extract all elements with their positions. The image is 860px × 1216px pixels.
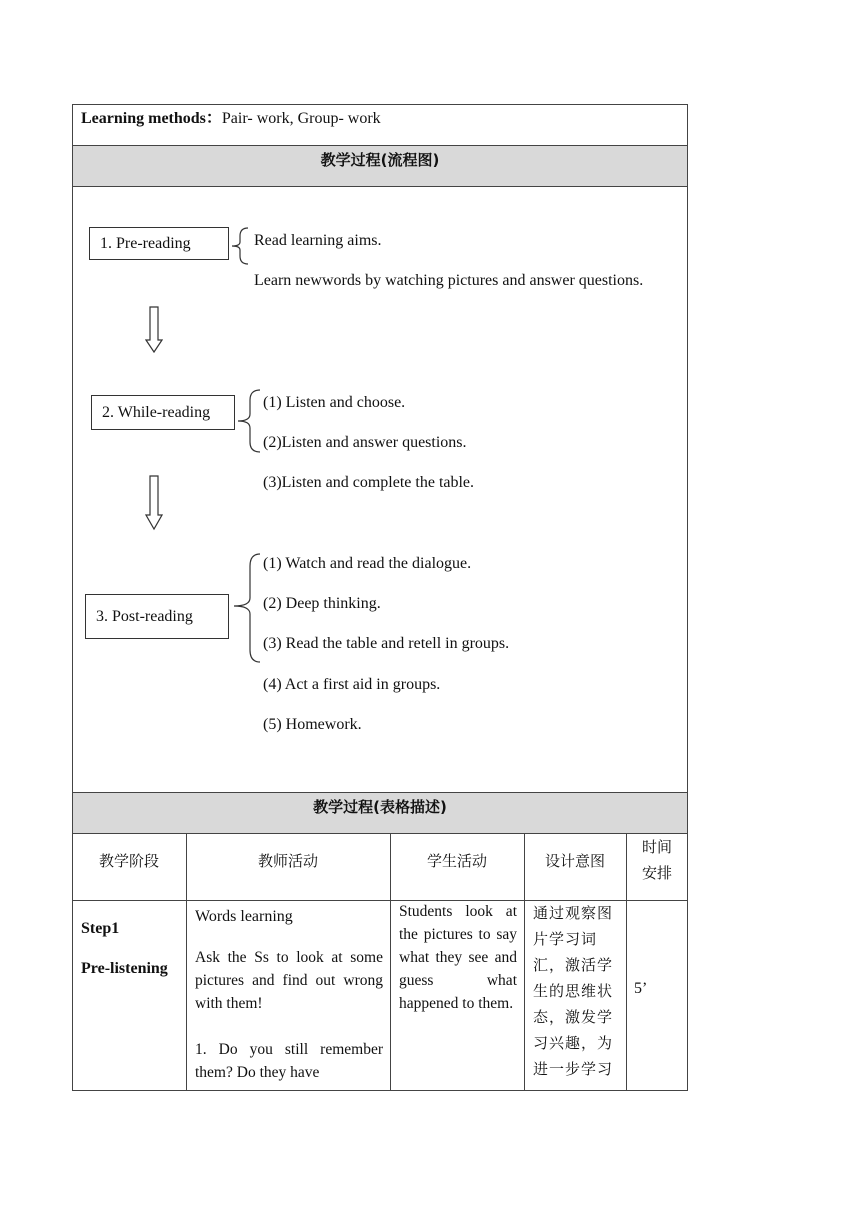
- stage-box-pre-reading: 1. Pre-reading: [89, 227, 229, 260]
- stage-1-item: Learn newwords by watching pictures and answer questions.: [254, 272, 644, 289]
- column-header-stage: 教学阶段: [98, 852, 159, 870]
- stage-3-item: (3) Read the table and retell in groups.: [263, 635, 510, 652]
- stage-2-item: (3)Listen and complete the table.: [263, 474, 475, 491]
- teacher-activity-text: 1. Do you still remember them? Do they have: [195, 1041, 383, 1081]
- table-header: 教学过程(表格描述): [313, 798, 447, 816]
- flow-header: 教学过程(流程图): [320, 151, 440, 169]
- column-header-student: 学生活动: [426, 852, 487, 870]
- learning-methods-value: Pair- work, Group- work: [221, 110, 381, 127]
- brace-icon: [232, 552, 262, 664]
- stage-2-item: (2)Listen and answer questions.: [263, 434, 467, 451]
- brace-icon: [230, 226, 250, 266]
- down-arrow-icon: [145, 306, 163, 354]
- stage-1-item: Read learning aims.: [254, 232, 382, 249]
- column-header-teacher: 教师活动: [257, 852, 318, 870]
- row-stage-step: Step1: [81, 920, 120, 937]
- stage-3-item: (5) Homework.: [263, 716, 362, 733]
- column-divider: [524, 834, 525, 1091]
- column-divider: [390, 834, 391, 1091]
- column-header-intent: 设计意图: [544, 852, 605, 870]
- stage-3-item: (2) Deep thinking.: [263, 595, 381, 612]
- stage-box-post-reading: 3. Post-reading: [85, 594, 229, 639]
- teacher-activity-title: Words learning: [195, 908, 293, 925]
- stage-2-item: (1) Listen and choose.: [263, 394, 406, 411]
- student-activity-text: Students look at the pictures to say what they see and guess what happened to them.: [399, 903, 517, 1012]
- stage-box-while-reading: 2. While-reading: [91, 395, 235, 430]
- column-header-time: 时间安排: [641, 838, 672, 882]
- learning-methods-row: [81, 109, 381, 129]
- row-stage-name: Pre-listening: [81, 960, 168, 977]
- time-value: 5’: [634, 980, 648, 997]
- stage-3-item: (1) Watch and read the dialogue.: [263, 555, 472, 572]
- down-arrow-icon: [145, 475, 163, 531]
- teacher-activity-text: Ask the Ss to look at some pictures and find out wrong with them!: [195, 949, 383, 1012]
- column-divider: [186, 834, 187, 1091]
- column-divider: [626, 834, 627, 1091]
- design-intent-text: 通过观察图片学习词汇，激活学生的思维状态，激发学习兴趣，为进一步学习: [533, 904, 614, 1078]
- brace-icon: [236, 388, 262, 454]
- learning-methods-label: Learning methods：: [81, 110, 222, 127]
- stage-3-item: (4) Act a first aid in groups.: [263, 676, 441, 693]
